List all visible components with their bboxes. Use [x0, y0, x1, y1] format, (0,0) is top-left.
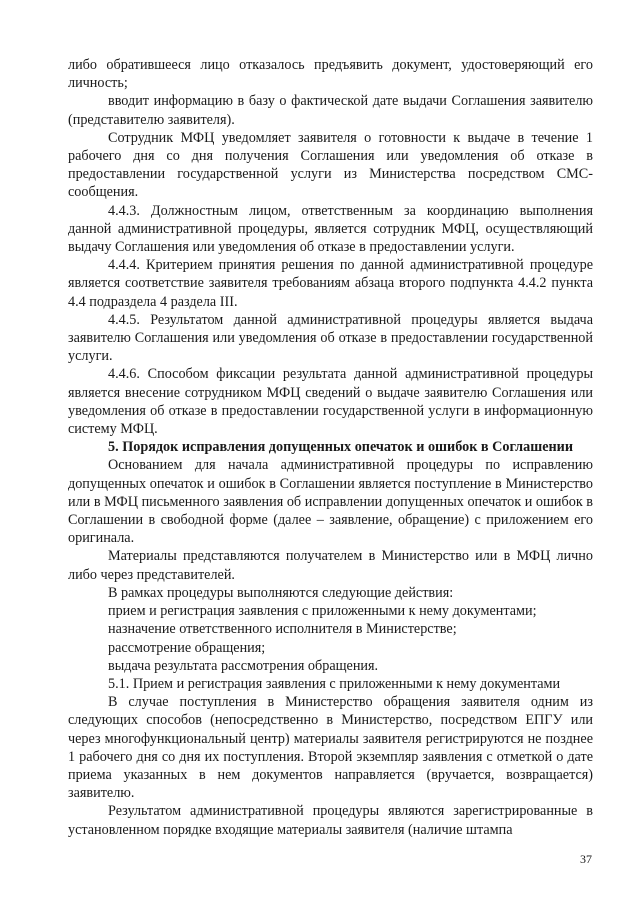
paragraph: либо обратившееся лицо отказалось предъявить документ, удостоверяющий его личность; [68, 57, 593, 92]
page-number: 37 [580, 852, 592, 866]
paragraph: Сотрудник МФЦ уведомляет заявителя о готовности к выдаче в течение 1 рабочего дня со дня получения Соглашения или уведомления об отказе в предоставлении государственной услуги из Министерства посредством СМС-сообщения. [68, 129, 593, 201]
document-page [68, 56, 593, 839]
section-heading: 5. Порядок исправления допущенных опечаток и ошибок в Соглашении [108, 439, 574, 456]
paragraph: В случае поступления в Министерство обращения заявителя одним из следующих способов (непосредственно в Министерство, посредством ЕПГУ или через многофункциональный центр) материалы заявителя регистрируются не позднее 1 рабочего дня со дня их поступления. Второй экземпляр заявления с отметкой о дате приема указанных в нем документов направляется (вручается, возвращается) заявителю. [68, 694, 593, 802]
paragraph: 4.4.4. Критерием принятия решения по данной административной процедуре является соответствие заявителя требованиям абзаца второго подпункта 4.4.2 пункта 4.4 подраздела 4 раздела III. [68, 257, 593, 310]
paragraph: 5.1. Прием и регистрация заявления с приложенными к нему документами [108, 675, 561, 692]
paragraph: рассмотрение обращения; [108, 639, 266, 656]
paragraph: Материалы представляются получателем в Министерство или в МФЦ лично либо через представителей. [68, 548, 593, 583]
paragraph: вводит информацию в базу о фактической дате выдачи Соглашения заявителю (представителю заявителя). [68, 93, 593, 128]
paragraph: назначение ответственного исполнителя в Министерстве; [108, 621, 457, 638]
paragraph: прием и регистрация заявления с приложенными к нему документами; [108, 603, 537, 620]
paragraph: 4.4.5. Результатом данной административной процедуры является выдача заявителю Соглашения или уведомления об отказе в предоставлении государственной услуги. [68, 311, 593, 365]
paragraph: выдача результата рассмотрения обращения. [108, 657, 379, 674]
paragraph: Основанием для начала административной процедуры по исправлению допущенных опечаток и ошибок в Соглашении является поступление в Министерство или в МФЦ письменного заявления об исправлении допущенных опечаток и ошибок в Соглашении в свободной форме (далее – заявление, обращение) с приложением его оригинала. [68, 457, 593, 547]
paragraph: В рамках процедуры выполняются следующие действия: [108, 584, 454, 601]
paragraph: 4.4.6. Способом фиксации результата данной административной процедуры является внесение сотрудником МФЦ сведений о выдаче заявителю Соглашения или уведомления об отказе в предоставлении государственной услуги в информационную систему МФЦ. [68, 366, 593, 438]
paragraph: Результатом административной процедуры являются зарегистрированные в установленном порядке входящие материалы заявителя (наличие штампа [68, 803, 593, 838]
paragraph: 4.4.3. Должностным лицом, ответственным за координацию выполнения данной административной процедуры, является сотрудник МФЦ, осуществляющий выдачу Соглашения или уведомления об отказе в предоставлении услуги. [68, 202, 593, 256]
